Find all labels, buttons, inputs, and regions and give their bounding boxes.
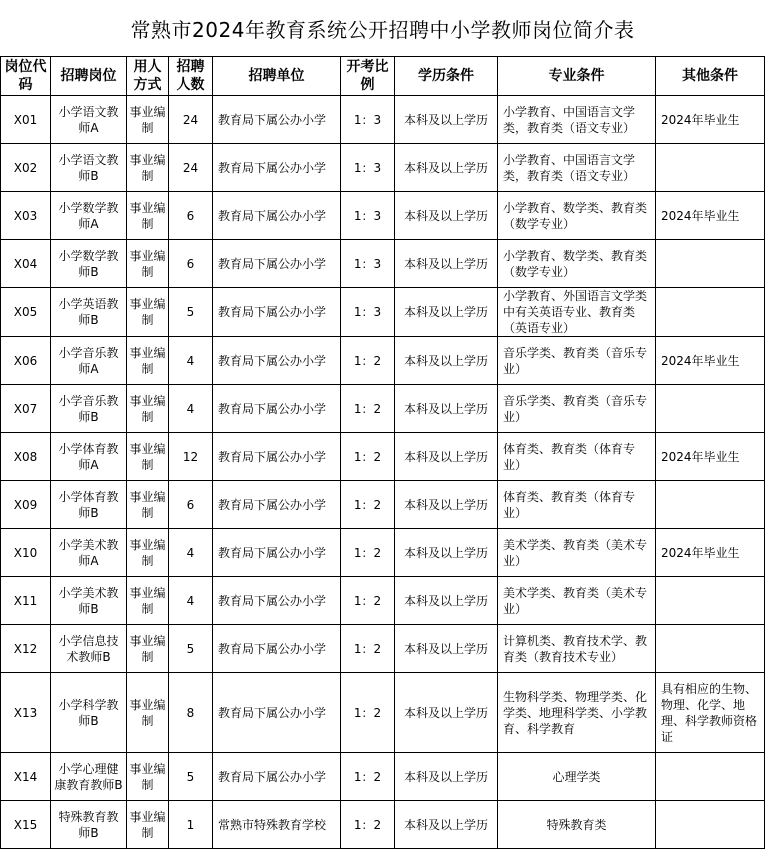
cell-post: 小学音乐教师A [51,337,127,385]
cell-ratio: 1：3 [341,96,395,144]
table-row [1,192,765,240]
cell-other: 2024年毕业生 [656,192,765,240]
header-unit: 招聘单位 [213,57,341,96]
cell-post: 特殊教育教师B [51,801,127,849]
cell-post: 小学体育教师A [51,433,127,481]
cell-post: 小学语文教师A [51,96,127,144]
cell-unit: 教育局下属公办小学 [213,192,341,240]
cell-mode: 事业编制 [127,96,169,144]
cell-education: 本科及以上学历 [395,337,498,385]
cell-education: 本科及以上学历 [395,96,498,144]
cell-education: 本科及以上学历 [395,753,498,801]
cell-post: 小学音乐教师B [51,385,127,433]
cell-code: X04 [1,240,51,288]
cell-unit: 教育局下属公办小学 [213,625,341,673]
cell-other [656,625,765,673]
cell-code: X13 [1,673,51,753]
cell-major: 小学教育、中国语言文学类，教育类（语文专业） [498,96,656,144]
cell-other: 2024年毕业生 [656,433,765,481]
cell-code: X12 [1,625,51,673]
cell-major: 体育类、教育类（体育专业） [498,481,656,529]
cell-count: 5 [169,625,213,673]
table-row [1,481,765,529]
table-row [1,625,765,673]
cell-other [656,577,765,625]
cell-ratio: 1：3 [341,192,395,240]
cell-education: 本科及以上学历 [395,385,498,433]
cell-education: 本科及以上学历 [395,529,498,577]
table-row [1,753,765,801]
table-row [1,144,765,192]
cell-count: 6 [169,481,213,529]
cell-other [656,288,765,337]
cell-code: X11 [1,577,51,625]
cell-mode: 事业编制 [127,240,169,288]
cell-education: 本科及以上学历 [395,192,498,240]
cell-education: 本科及以上学历 [395,577,498,625]
cell-count: 4 [169,385,213,433]
cell-count: 5 [169,288,213,337]
cell-mode: 事业编制 [127,801,169,849]
cell-ratio: 1：2 [341,385,395,433]
cell-ratio: 1：2 [341,801,395,849]
cell-major: 音乐学类、教育类（音乐专业） [498,337,656,385]
cell-mode: 事业编制 [127,673,169,753]
header-count: 招聘人数 [169,57,213,96]
cell-unit: 教育局下属公办小学 [213,577,341,625]
cell-other [656,753,765,801]
cell-major: 小学教育、中国语言文学类，教育类（语文专业） [498,144,656,192]
cell-major: 体育类、教育类（体育专业） [498,433,656,481]
cell-other: 2024年毕业生 [656,337,765,385]
cell-code: X10 [1,529,51,577]
positions-table [0,56,765,849]
cell-unit: 教育局下属公办小学 [213,529,341,577]
table-row [1,96,765,144]
cell-code: X03 [1,192,51,240]
cell-education: 本科及以上学历 [395,240,498,288]
cell-code: X07 [1,385,51,433]
cell-major: 计算机类、教育技术学、教育类（教育技术专业） [498,625,656,673]
cell-count: 24 [169,144,213,192]
cell-other [656,144,765,192]
cell-count: 24 [169,96,213,144]
cell-mode: 事业编制 [127,144,169,192]
cell-education: 本科及以上学历 [395,288,498,337]
cell-unit: 教育局下属公办小学 [213,753,341,801]
table-row [1,385,765,433]
cell-code: X05 [1,288,51,337]
cell-other [656,240,765,288]
cell-other [656,801,765,849]
cell-other: 具有相应的生物、物理、化学、地理、科学教师资格证 [656,673,765,753]
table-row [1,288,765,337]
header-code: 岗位代码 [1,57,51,96]
cell-unit: 教育局下属公办小学 [213,96,341,144]
table-row [1,337,765,385]
cell-count: 4 [169,529,213,577]
cell-count: 12 [169,433,213,481]
cell-education: 本科及以上学历 [395,481,498,529]
cell-unit: 教育局下属公办小学 [213,337,341,385]
cell-post: 小学数学教师B [51,240,127,288]
cell-code: X14 [1,753,51,801]
header-major: 专业条件 [498,57,656,96]
cell-ratio: 1：2 [341,673,395,753]
cell-code: X06 [1,337,51,385]
cell-count: 6 [169,240,213,288]
cell-ratio: 1：2 [341,753,395,801]
cell-ratio: 1：2 [341,481,395,529]
cell-unit: 教育局下属公办小学 [213,385,341,433]
cell-ratio: 1：3 [341,144,395,192]
cell-major: 美术学类、教育类（美术专业） [498,529,656,577]
table-row [1,433,765,481]
table-row [1,801,765,849]
cell-post: 小学心理健康教育教师B [51,753,127,801]
cell-unit: 教育局下属公办小学 [213,673,341,753]
cell-post: 小学英语教师B [51,288,127,337]
header-mode: 用人方式 [127,57,169,96]
header-row [1,57,765,96]
table-row [1,673,765,753]
cell-count: 1 [169,801,213,849]
table-row [1,240,765,288]
cell-major: 小学教育、数学类、教育类（数学专业） [498,240,656,288]
cell-code: X02 [1,144,51,192]
cell-major: 小学教育、数学类、教育类（数学专业） [498,192,656,240]
cell-mode: 事业编制 [127,192,169,240]
cell-count: 4 [169,337,213,385]
cell-major: 小学教育、外国语言文学类中有关英语专业、教育类（英语专业） [498,288,656,337]
cell-unit: 教育局下属公办小学 [213,481,341,529]
cell-ratio: 1：3 [341,288,395,337]
cell-mode: 事业编制 [127,529,169,577]
cell-ratio: 1：2 [341,625,395,673]
header-ratio: 开考比例 [341,57,395,96]
cell-count: 8 [169,673,213,753]
cell-mode: 事业编制 [127,288,169,337]
cell-ratio: 1：2 [341,577,395,625]
cell-code: X15 [1,801,51,849]
cell-count: 4 [169,577,213,625]
table-row [1,529,765,577]
cell-unit: 教育局下属公办小学 [213,144,341,192]
header-education: 学历条件 [395,57,498,96]
cell-mode: 事业编制 [127,625,169,673]
cell-other [656,385,765,433]
cell-education: 本科及以上学历 [395,673,498,753]
cell-ratio: 1：2 [341,337,395,385]
cell-other: 2024年毕业生 [656,529,765,577]
cell-major: 美术学类、教育类（美术专业） [498,577,656,625]
cell-other: 2024年毕业生 [656,96,765,144]
cell-mode: 事业编制 [127,385,169,433]
cell-mode: 事业编制 [127,577,169,625]
page-title: 常熟市2024年教育系统公开招聘中小学教师岗位简介表 [130,17,635,42]
cell-code: X01 [1,96,51,144]
cell-education: 本科及以上学历 [395,625,498,673]
cell-major: 生物科学类、物理学类、化学类、地理科学类、小学教育、科学教育 [498,673,656,753]
cell-post: 小学体育教师B [51,481,127,529]
cell-major: 特殊教育类 [498,801,656,849]
cell-ratio: 1：2 [341,529,395,577]
cell-education: 本科及以上学历 [395,433,498,481]
cell-unit: 常熟市特殊教育学校 [213,801,341,849]
cell-mode: 事业编制 [127,753,169,801]
header-other: 其他条件 [656,57,765,96]
cell-ratio: 1：2 [341,433,395,481]
cell-post: 小学美术教师B [51,577,127,625]
cell-education: 本科及以上学历 [395,144,498,192]
cell-code: X08 [1,433,51,481]
cell-code: X09 [1,481,51,529]
header-post: 招聘岗位 [51,57,127,96]
table-row [1,577,765,625]
cell-mode: 事业编制 [127,337,169,385]
cell-mode: 事业编制 [127,433,169,481]
cell-major: 心理学类 [498,753,656,801]
cell-unit: 教育局下属公办小学 [213,288,341,337]
cell-post: 小学数学教师A [51,192,127,240]
cell-unit: 教育局下属公办小学 [213,433,341,481]
cell-ratio: 1：3 [341,240,395,288]
cell-mode: 事业编制 [127,481,169,529]
cell-post: 小学语文教师B [51,144,127,192]
cell-count: 5 [169,753,213,801]
cell-major: 音乐学类、教育类（音乐专业） [498,385,656,433]
cell-post: 小学科学教师B [51,673,127,753]
cell-post: 小学信息技术教师B [51,625,127,673]
cell-unit: 教育局下属公办小学 [213,240,341,288]
cell-other [656,481,765,529]
cell-post: 小学美术教师A [51,529,127,577]
cell-education: 本科及以上学历 [395,801,498,849]
cell-count: 6 [169,192,213,240]
